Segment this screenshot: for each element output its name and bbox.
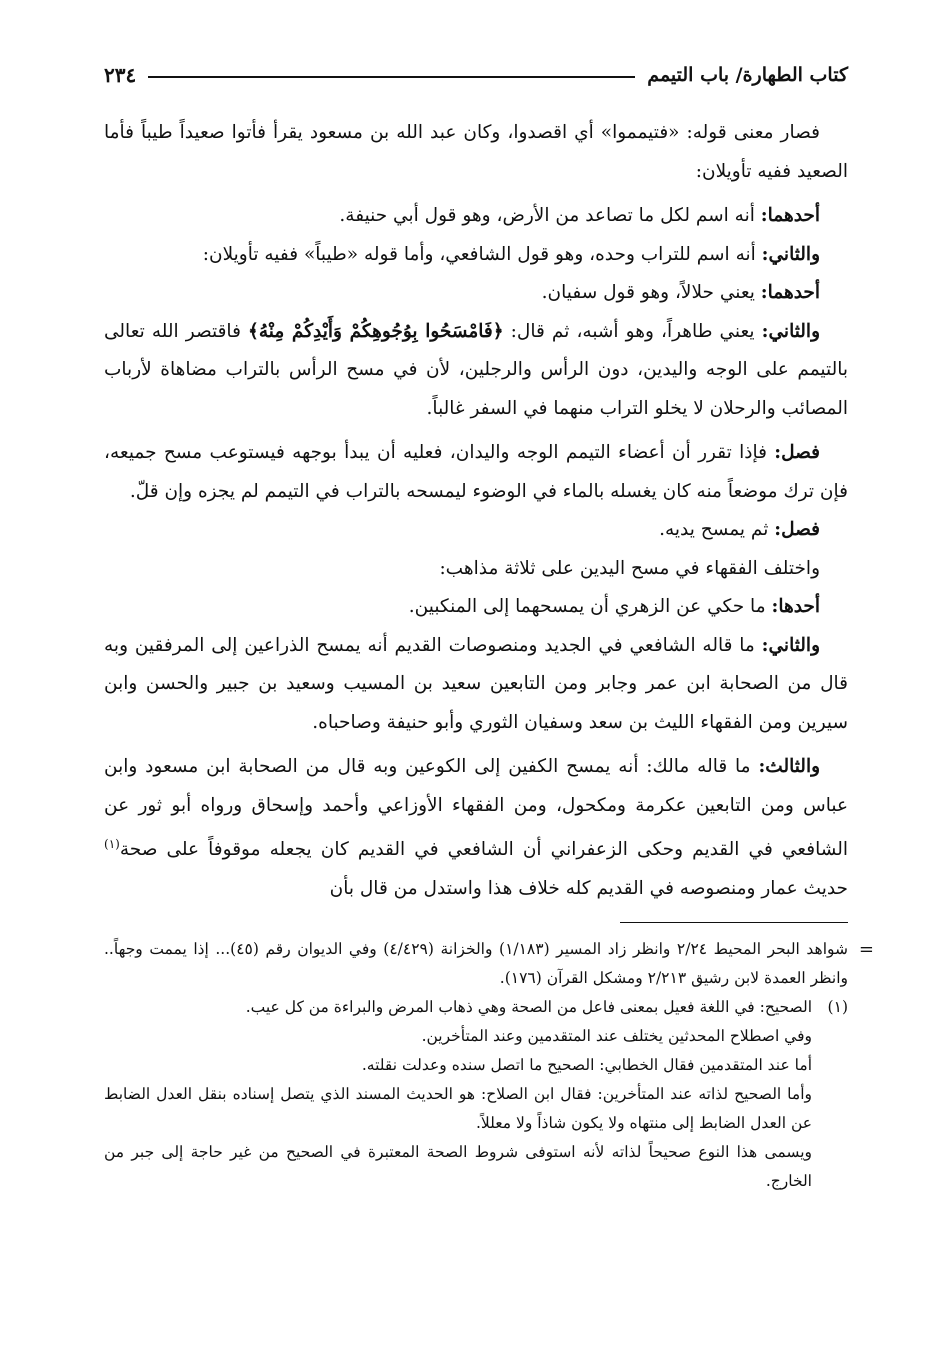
paragraph-text: ثم يمسح يديه. bbox=[659, 519, 775, 540]
footnote-item bbox=[104, 993, 848, 1022]
main-text bbox=[104, 114, 848, 908]
paragraph-label: أحدهما: bbox=[760, 205, 820, 226]
paragraph-label: والثالث: bbox=[758, 756, 821, 777]
quran-verse: ﴿فَامْسَحُوا بِوُجُوهِكُمْ وَأَيْدِكُمْ مِنْهُ﴾ bbox=[248, 320, 504, 342]
header-rule bbox=[148, 76, 635, 78]
paragraph bbox=[104, 748, 848, 908]
section-label: فصل: bbox=[774, 442, 820, 463]
paragraph bbox=[104, 313, 848, 429]
footnote-separator bbox=[620, 922, 848, 923]
paragraph-text: فإذا تقرر أن أعضاء التيمم الوجه واليدان، فعليه أن يبدأ بوجهه فيستوعب مسح جميعه، فإن ترك موضعاً منه كان يغسله بالماء في الوضوء ليمسحه بالتراب في التيمم لم يجزه وإن قلّ. bbox=[104, 442, 848, 502]
paragraph-text: يعني طاهراً، وهو أشبه، ثم قال: bbox=[503, 320, 762, 342]
paragraph-label: أحدها: bbox=[771, 596, 820, 617]
footnote-line: وأما الصحيح لذاته عند المتأخرين: فقال ابن الصلاح: هو الحديث المسند الذي يتصل إسناده بنقل العدل الضابط عن العدل الضابط إلى منتهاه ولا يكون شاذاً ولا معللاً. bbox=[104, 1085, 812, 1133]
footnote-reference[interactable]: (١) bbox=[104, 837, 120, 851]
paragraph-text: حديث عمار ومنصوصه في القديم كله خلاف هذا واستدل من قال بأن bbox=[329, 877, 848, 899]
paragraph bbox=[104, 627, 848, 743]
paragraph: فصار معنى قوله: «فتيمموا» أي اقصدوا، وكان عبد الله بن مسعود يقرأ فأتوا صعيداً طيباً فأما الصعيد ففيه تأويلان: bbox=[104, 122, 848, 182]
paragraph: واختلف الفقهاء في مسح اليدين على ثلاثة مذاهب: bbox=[439, 557, 820, 579]
footnote-line: أما عند المتقدمين فقال الخطابي: الصحيح ما اتصل سنده وعدلت نقلته. bbox=[361, 1056, 812, 1075]
footnote-line: وفي اصطلاح المحدثين يختلف عند المتقدمين وعند المتأخرين. bbox=[421, 1027, 812, 1046]
footnote-rule-wrap bbox=[104, 908, 848, 935]
paragraph-label: والثاني: bbox=[761, 243, 820, 265]
paragraph-text: ما قاله الشافعي في الجديد ومنصوصات القديم أنه يمسح الذراعين إلى المرفقين وبه قال من الصحابة ابن عمر وجابر ومن التابعين سعيد بن المسيب وسعيد بن جبير والحسن وابن سيرين ومن الفقهاء الليث بن سعد وسفيان الثوري وأبو حنيفة وصاحباه. bbox=[104, 634, 848, 733]
footnote-marker: (١) bbox=[827, 998, 848, 1017]
paragraph bbox=[104, 274, 848, 313]
footnote-continuation bbox=[104, 935, 874, 993]
section-label: فصل: bbox=[774, 519, 820, 540]
footnotes bbox=[104, 935, 874, 1196]
footnote-text: الصحيح: في اللغة فعيل بمعنى فاعل من الصحة وهي ذهاب المرض والبراءة من كل عيب. bbox=[245, 998, 812, 1017]
chapter-title: كتاب الطهارة/ باب التيمم bbox=[647, 64, 848, 86]
paragraph-text: ما قاله مالك: أنه يمسح الكفين إلى الكوعين وبه قال من الصحابة ابن مسعود وابن عباس ومن التابعين عكرمة ومكحول، ومن الفقهاء الأوزاعي وأحمد وإسحاق ورواه أبو ثور عن الشافعي في القديم وحكى الزعفراني أن الشافعي في القديم كان يجعله موقوفاً على صحة bbox=[104, 756, 848, 861]
paragraph-text: أنه اسم للتراب وحده، وهو قول الشافعي، وأما قوله «طيباً» ففيه تأويلان: bbox=[202, 243, 762, 265]
page-number: ٢٣٤ bbox=[104, 63, 137, 87]
paragraph-label: والثاني: bbox=[761, 634, 820, 656]
paragraph-text: يعني حلالاً، وهو قول سفيان. bbox=[541, 282, 761, 303]
paragraph-text: ما حكي عن الزهري أن يمسحهما إلى المنكبين. bbox=[408, 596, 772, 617]
paragraph-label: والثاني: bbox=[761, 320, 820, 342]
paragraph bbox=[104, 511, 848, 550]
paragraph bbox=[104, 236, 848, 275]
footnote-text: شواهد البحر المحيط ٢/٢٤ وانظر زاد المسير (١/١٨٣) والخزانة (٤/٤٢٩) وفي الديوان رقم (٤٥)... إذا يممت وجهاً.. وانظر العمدة لابن رشيق ٢/٢١٣ ومشكل القرآن (١٧٦). bbox=[104, 940, 849, 988]
paragraph-text: أنه اسم لكل ما تصاعد من الأرض، وهو قول أبي حنيفة. bbox=[339, 205, 761, 226]
paragraph bbox=[104, 588, 848, 627]
footnote-line: ويسمى هذا النوع صحيحاً لذاته لأنه استوفى شروط الصحة المعتبرة في الصحيح من غير حاجة إلى جبر من الخارج. bbox=[104, 1143, 812, 1191]
running-header bbox=[104, 58, 848, 92]
paragraph bbox=[104, 197, 848, 236]
paragraph-label: أحدهما: bbox=[760, 282, 820, 303]
paragraph-text: فاقتصر الله تعالى بالتيمم على الوجه واليدين، دون الرأس والرجلين، لأن في مسح الرأس بالتراب مضاهاة لأرباب المصائب والرحلان لا يخلو التراب منهما في السفر غالباً. bbox=[104, 320, 848, 419]
continuation-mark: = bbox=[858, 939, 874, 961]
paragraph bbox=[104, 434, 848, 511]
